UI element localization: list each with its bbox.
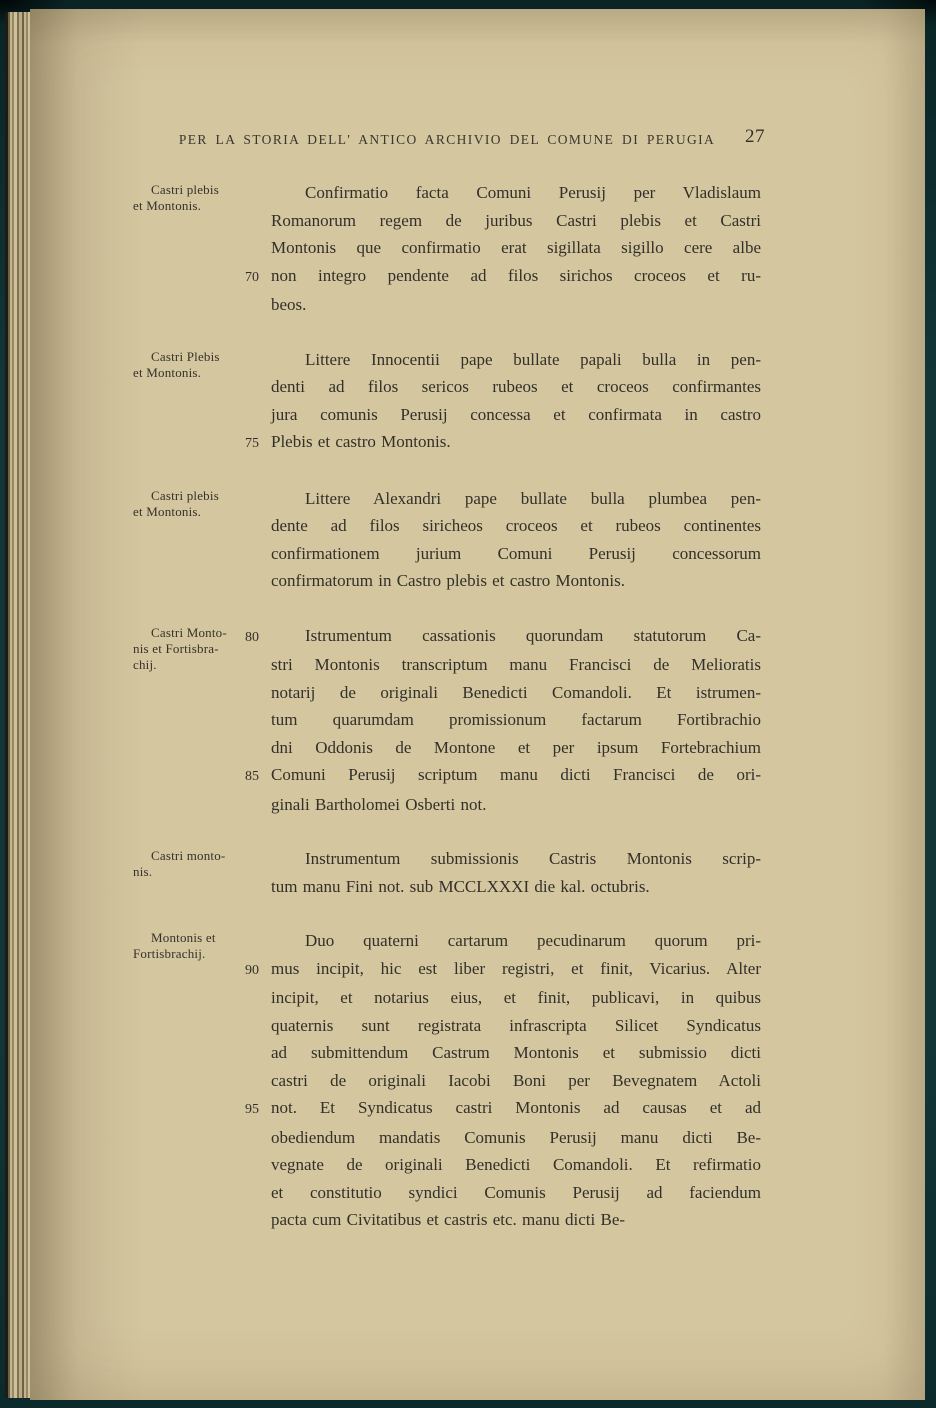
line-number: [245, 485, 271, 513]
line-number: 85: [245, 769, 259, 784]
line-number: [245, 651, 271, 679]
text-line-row: [245, 1067, 761, 1095]
text-line: non integro pendente ad filos sirichos croceos et ru-: [271, 265, 761, 285]
margin-note: [133, 346, 245, 458]
margin-note-line: Castri plebis: [151, 182, 219, 197]
line-number: [245, 401, 271, 429]
margin-note: [133, 485, 245, 595]
line-number: 90: [245, 962, 259, 978]
page-number: 27: [745, 126, 765, 147]
line-number: [245, 373, 271, 401]
margin-note-line: Castri plebis: [151, 487, 219, 503]
text-line-row: [245, 1179, 761, 1207]
text-line-row: [245, 845, 761, 873]
text-line: dente ad filos siricheos croceos et rubeos continentes: [271, 516, 761, 535]
line-number: [245, 512, 271, 540]
text-line: denti ad filos sericos rubeos et croceos confirmantes: [271, 377, 761, 396]
line-number: [245, 1124, 271, 1152]
text-line: pacta cum Civitatibus et castris etc. manu dicti Be-: [271, 1210, 626, 1229]
text-line-row: [245, 873, 761, 901]
text-line: Comuni Perusij scriptum manu dicti Francisci de ori-: [271, 765, 761, 784]
archive-entry: [133, 845, 761, 900]
line-number: [245, 1151, 271, 1179]
margin-note-line: Castri Monto-: [151, 624, 227, 640]
text-line: incipit, et notarius eius, et finit, publicavi, in quibus: [271, 988, 761, 1007]
text-line: Confirmatio facta Comuni Perusij per Vladislaum: [305, 183, 761, 202]
book-page: [30, 9, 925, 1400]
text-line: Montonis que confirmatio erat sigillata sigillo cere albe: [271, 238, 761, 257]
page-content: [30, 9, 925, 1234]
text-line-row: [245, 234, 761, 262]
text-line: dni Oddonis de Montone et per ipsum Fortebrachium: [271, 737, 761, 757]
text-line: ginali Bartholomei Osberti not.: [271, 794, 487, 814]
margin-note: [133, 845, 245, 900]
line-number: [245, 1179, 271, 1207]
line-number: [245, 207, 271, 235]
text-line: notarij de originali Benedicti Comandoli. Et istrumen-: [271, 682, 761, 702]
text-line-row: [245, 984, 761, 1012]
text-line-row: [245, 207, 761, 235]
entry-text: [245, 485, 761, 595]
entry-text: [245, 845, 761, 900]
text-line-row: [245, 179, 761, 207]
margin-note: [133, 622, 245, 819]
text-line-row: [245, 1124, 761, 1152]
text-line-row: [245, 761, 761, 791]
line-number: [245, 679, 271, 707]
line-number: 70: [245, 269, 259, 285]
line-number: [245, 1206, 271, 1234]
text-line-row: [245, 734, 761, 762]
text-line: Duo quaterni cartarum pecudinarum quorum pri-: [305, 931, 761, 950]
text-line-row: [245, 927, 761, 955]
margin-note-line: et Montonis.: [133, 364, 202, 380]
line-number: 80: [245, 629, 259, 645]
text-line-row: [245, 1206, 761, 1234]
text-line-row: [245, 485, 761, 513]
margin-note: [133, 927, 245, 1234]
text-line: Instrumentum submissionis Castris Montonis scrip-: [305, 849, 761, 868]
text-line: tum quarumdam promissionum factarum Fortibrachio: [271, 710, 761, 729]
text-line-row: [245, 512, 761, 540]
text-line: jura comunis Perusij concessa et confirmata in castro: [271, 404, 761, 424]
text-line-row: [245, 955, 761, 985]
entries: [133, 179, 761, 1234]
text-line: beos.: [271, 295, 307, 314]
text-line-row: [245, 706, 761, 734]
archive-entry: [133, 346, 761, 458]
line-number: [245, 540, 271, 568]
text-line-row: [245, 679, 761, 707]
line-number: [245, 346, 271, 374]
text-line-row: [245, 1094, 761, 1124]
archive-entry: [133, 927, 761, 1234]
text-line: not. Et Syndicatus castri Montonis ad causas et ad: [271, 1098, 761, 1117]
line-number: [245, 1039, 271, 1067]
text-line: obediendum mandatis Comunis Perusij manu dicti Be-: [271, 1127, 761, 1147]
text-line-row: [245, 651, 761, 679]
line-number: [245, 1067, 271, 1095]
line-number: [245, 1012, 271, 1040]
text-line: Littere Innocentii pape bullate papali bulla in pen-: [305, 349, 761, 369]
margin-note-line: Castri monto-: [151, 848, 226, 863]
text-line-row: [245, 428, 761, 458]
running-title: PER LA STORIA DELL' ANTICO ARCHIVIO DEL COMUNE DI PERUGIA: [178, 132, 716, 147]
text-line: mus incipit, hic est liber registri, et finit, Vicarius. Alter: [271, 958, 761, 978]
entry-text: [245, 927, 761, 1234]
archive-entry: [133, 485, 761, 595]
text-line: confirmatorum in Castro plebis et castro Montonis.: [271, 571, 625, 590]
text-line: Plebis et castro Montonis.: [271, 432, 451, 451]
text-line-row: [245, 791, 761, 819]
text-line: et constitutio syndici Comunis Perusij ad faciendum: [271, 1182, 761, 1202]
text-line: castri de originali Iacobi Boni per Bevegnatem Actoli: [271, 1070, 761, 1090]
line-number: [245, 734, 271, 762]
margin-note-line: nis et Fortisbra-: [133, 640, 219, 656]
text-line: ad submittendum Castrum Montonis et submissio dicti: [271, 1043, 761, 1062]
margin-note-line: Castri Plebis: [151, 348, 220, 364]
text-line-row: [245, 1039, 761, 1067]
text-line: quaternis sunt registrata infrascripta Silicet Syndicatus: [271, 1015, 761, 1035]
entry-text: [245, 179, 761, 319]
line-number: 95: [245, 1102, 259, 1117]
archive-entry: [133, 622, 761, 819]
text-line-row: [245, 291, 761, 319]
line-number: [245, 706, 271, 734]
text-line-row: [245, 1012, 761, 1040]
text-line-row: [245, 567, 761, 595]
text-line: Littere Alexandri pape bullate bulla plumbea pen-: [305, 488, 761, 508]
text-line: confirmationem jurium Comuni Perusij concessorum: [271, 543, 761, 563]
text-line-row: [245, 401, 761, 429]
line-number: 75: [245, 436, 259, 451]
line-number: [245, 984, 271, 1012]
text-line-row: [245, 373, 761, 401]
line-number: [245, 927, 271, 955]
margin-note-line: Fortisbrachij.: [133, 946, 206, 961]
line-number: [245, 791, 271, 819]
margin-note-line: et Montonis.: [133, 198, 202, 213]
page-header: [133, 126, 765, 151]
text-line-row: [245, 540, 761, 568]
text-line: Istrumentum cassationis quorundam statutorum Ca-: [305, 625, 761, 645]
line-number: [245, 567, 271, 595]
text-line-row: [245, 622, 761, 652]
line-number: [245, 845, 271, 873]
archive-entry: [133, 179, 761, 319]
text-line: tum manu Fini not. sub MCCLXXXI die kal. octubris.: [271, 876, 650, 896]
margin-note-line: et Montonis.: [133, 503, 202, 519]
text-line-row: [245, 346, 761, 374]
line-number: [245, 179, 271, 207]
entry-text: [245, 622, 761, 819]
book-spine-page-edges: [5, 12, 30, 1398]
text-line-row: [245, 262, 761, 292]
margin-note: [133, 179, 245, 319]
margin-note-line: Montonis et: [151, 930, 216, 945]
text-line: vegnate de originali Benedicti Comandoli. Et refirmatio: [271, 1155, 761, 1174]
margin-note-line: nis.: [133, 864, 153, 879]
text-line-row: [245, 1151, 761, 1179]
margin-note-line: chij.: [133, 656, 157, 672]
text-line: stri Montonis transcriptum manu Francisci de Melioratis: [271, 655, 761, 674]
line-number: [245, 291, 271, 319]
text-line: Romanorum regem de juribus Castri plebis et Castri: [271, 210, 761, 230]
line-number: [245, 234, 271, 262]
entry-text: [245, 346, 761, 458]
line-number: [245, 873, 271, 901]
